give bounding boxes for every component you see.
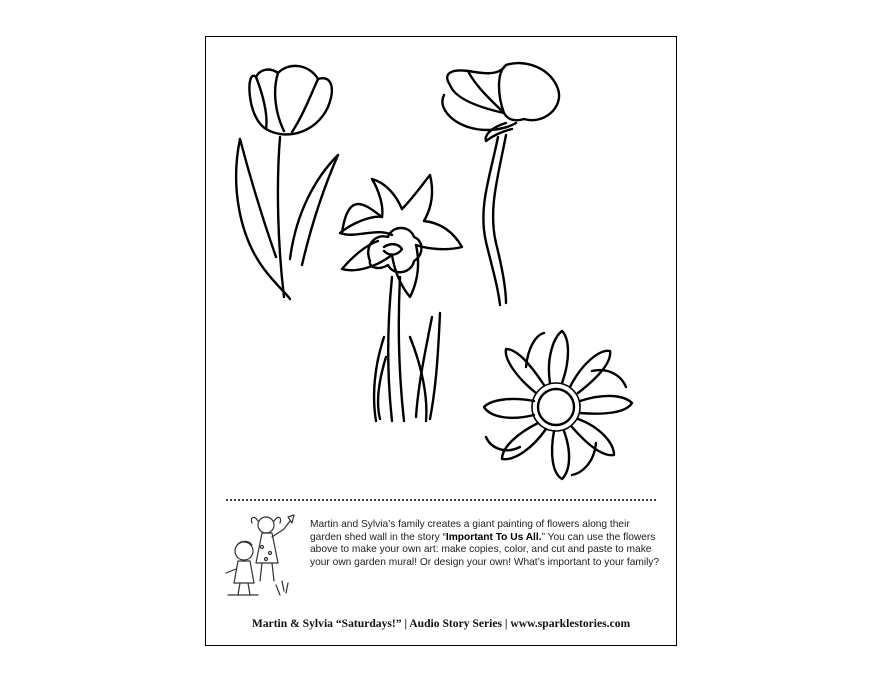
story-description	[310, 519, 662, 569]
dotted-divider	[226, 499, 656, 501]
daisy-drawing	[484, 331, 632, 479]
coloring-page	[205, 36, 677, 646]
daffodil-drawing	[340, 175, 462, 421]
blurb-text-start: Martin and Sylvia’s family creates a giant painting of flowers along their garden shed wall in the story “	[310, 519, 630, 543]
story-title: Important To Us All.	[445, 531, 542, 543]
poppy-drawing	[442, 63, 559, 305]
children-illustration	[222, 511, 302, 601]
blurb-text-end: ” You can use the flowers above to make your own art: make copies, color, and cut and paste to make your own garden mural! Or design your own! What’s important to your family?	[310, 531, 660, 568]
footer-credit: Martin & Sylvia “Saturdays!” | Audio Story Series | www.sparklestories.com	[251, 617, 631, 630]
flower-drawings	[206, 37, 676, 492]
tulip-drawing	[236, 66, 338, 299]
